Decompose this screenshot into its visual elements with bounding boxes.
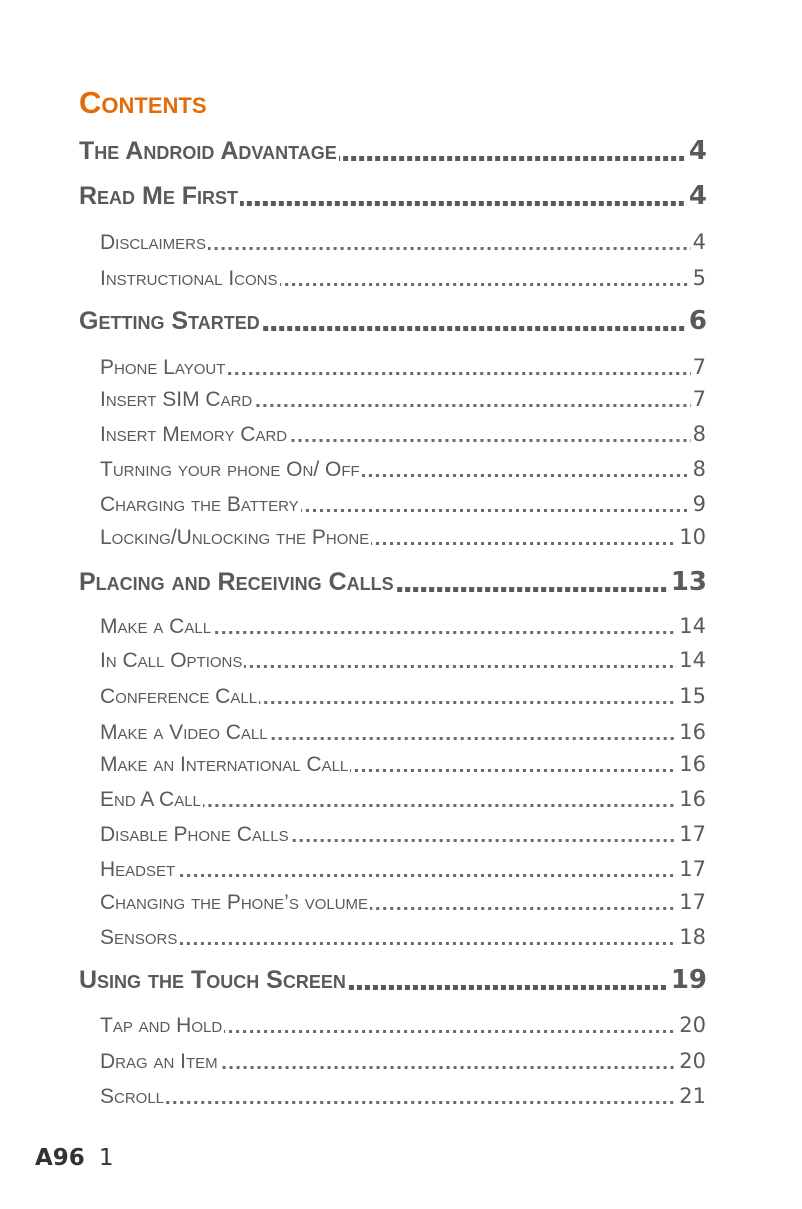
dot-leader [208, 246, 691, 250]
toc-section-entry[interactable] [100, 787, 706, 813]
toc-entry-page-number: 7 [692, 387, 706, 411]
toc-entry-page-number: 16 [679, 752, 706, 776]
dot-leader [244, 664, 677, 668]
toc-entry-label: Changing the Phone’s volume [100, 891, 369, 914]
dot-leader [339, 155, 687, 161]
dot-leader [301, 508, 691, 512]
toc-entry-label: Make a Video Call [100, 721, 268, 744]
toc-entry-page-number: 20 [679, 1049, 706, 1073]
toc-chapter-entry[interactable] [79, 181, 707, 213]
toc-section-entry[interactable] [100, 525, 706, 551]
toc-entry-label: Disable Phone Calls [100, 823, 289, 846]
toc-section-entry[interactable] [100, 355, 706, 381]
toc-chapter-entry[interactable] [79, 567, 707, 599]
footer-page-number: 1 [98, 1145, 114, 1171]
dot-leader [224, 1029, 677, 1033]
toc-entry-label: Using the Touch Screen [79, 966, 346, 994]
page-footer [35, 1145, 113, 1171]
toc-section-entry[interactable] [100, 230, 706, 256]
toc-entry-label: Read Me First [79, 182, 239, 210]
toc-section-entry[interactable] [100, 266, 706, 292]
toc-entry-page-number: 16 [679, 787, 706, 811]
toc-entry-label: Drag an Item [100, 1050, 218, 1073]
dot-leader [350, 768, 677, 772]
toc-entry-label: Getting Started [79, 307, 260, 335]
toc-entry-label: Scroll [100, 1085, 165, 1108]
toc-entry-label: Insert Memory Card [100, 423, 288, 446]
toc-entry-label: Make an International Call [100, 753, 349, 776]
dot-leader [291, 838, 678, 842]
toc-entry-page-number: 16 [679, 720, 706, 744]
toc-entry-page-number: 20 [679, 1013, 706, 1037]
toc-entry-label: Instructional Icons [100, 267, 278, 290]
toc-entry-page-number: 10 [679, 525, 706, 549]
toc-section-entry[interactable] [100, 684, 706, 710]
toc-entry-label: Conference Call [100, 685, 258, 708]
toc-section-entry[interactable] [100, 857, 706, 883]
toc-entry-label: Placing and Receiving Calls [79, 568, 394, 596]
dot-leader [220, 1065, 678, 1069]
dot-leader [348, 984, 669, 990]
page-title: Contents [79, 85, 207, 120]
toc-entry-page-number: 6 [688, 306, 707, 336]
toc-chapter-entry[interactable] [79, 136, 707, 168]
toc-section-entry[interactable] [100, 925, 706, 951]
toc-section-entry[interactable] [100, 492, 706, 518]
toc-section-entry[interactable] [100, 720, 706, 746]
toc-entry-label: Make a Call [100, 615, 212, 638]
toc-entry-label: Tap and Hold [100, 1014, 223, 1037]
toc-section-entry[interactable] [100, 387, 706, 413]
dot-leader [262, 325, 687, 331]
toc-section-entry[interactable] [100, 1084, 706, 1110]
footer-model-name: A96 [35, 1145, 85, 1171]
toc-entry-label: Charging the Battery [100, 493, 299, 516]
dot-leader [259, 700, 677, 704]
toc-entry-page-number: 9 [692, 492, 706, 516]
toc-entry-label: Insert SIM Card [100, 388, 253, 411]
toc-chapter-entry[interactable] [79, 306, 707, 338]
toc-entry-label: Locking/Unlocking the Phone [100, 526, 370, 549]
toc-section-entry[interactable] [100, 1049, 706, 1075]
toc-entry-label: Disclaimers [100, 231, 207, 254]
dot-leader [240, 200, 687, 206]
dot-leader [270, 736, 678, 740]
dot-leader [371, 541, 677, 545]
toc-entry-page-number: 7 [692, 355, 706, 379]
toc-section-entry[interactable] [100, 822, 706, 848]
toc-entry-label: Phone Layout [100, 356, 226, 379]
toc-entry-page-number: 17 [679, 890, 706, 914]
toc-section-entry[interactable] [100, 614, 706, 640]
toc-entry-label: Sensors [100, 926, 178, 949]
toc-section-entry[interactable] [100, 422, 706, 448]
toc-entry-label: Headset [100, 858, 176, 881]
toc-entry-page-number: 18 [679, 925, 706, 949]
toc-entry-page-number: 17 [679, 822, 706, 846]
dot-leader [289, 438, 690, 442]
dot-leader [213, 630, 677, 634]
toc-entry-page-number: 5 [692, 266, 706, 290]
toc-entry-page-number: 14 [679, 614, 706, 638]
toc-entry-page-number: 4 [688, 181, 707, 211]
toc-entry-label: Turning your phone On/ Off [100, 458, 360, 481]
dot-leader [396, 586, 669, 592]
toc-entry-page-number: 4 [688, 136, 707, 166]
dot-leader [177, 873, 677, 877]
toc-section-entry[interactable] [100, 648, 706, 674]
toc-entry-page-number: 13 [670, 567, 707, 597]
dot-leader [227, 371, 690, 375]
toc-section-entry[interactable] [100, 457, 706, 483]
dot-leader [166, 1100, 677, 1104]
dot-leader [370, 906, 677, 910]
toc-entry-label: The Android Advantage [79, 137, 337, 165]
toc-entry-page-number: 15 [679, 684, 706, 708]
toc-entry-page-number: 19 [670, 965, 707, 995]
toc-entry-label: In Call Options [100, 649, 243, 672]
toc-section-entry[interactable] [100, 752, 706, 778]
toc-entry-page-number: 8 [692, 422, 706, 446]
dot-leader [254, 403, 690, 407]
dot-leader [179, 941, 677, 945]
dot-leader [280, 282, 691, 286]
toc-entry-page-number: 8 [692, 457, 706, 481]
toc-section-entry[interactable] [100, 890, 706, 916]
toc-entry-label: End A Call [100, 788, 201, 811]
toc-entry-page-number: 17 [679, 857, 706, 881]
toc-chapter-entry[interactable] [79, 965, 707, 997]
dot-leader [362, 473, 691, 477]
toc-entry-page-number: 14 [679, 648, 706, 672]
toc-entry-page-number: 21 [679, 1084, 706, 1108]
dot-leader [203, 803, 677, 807]
toc-section-entry[interactable] [100, 1013, 706, 1039]
toc-entry-page-number: 4 [692, 230, 706, 254]
